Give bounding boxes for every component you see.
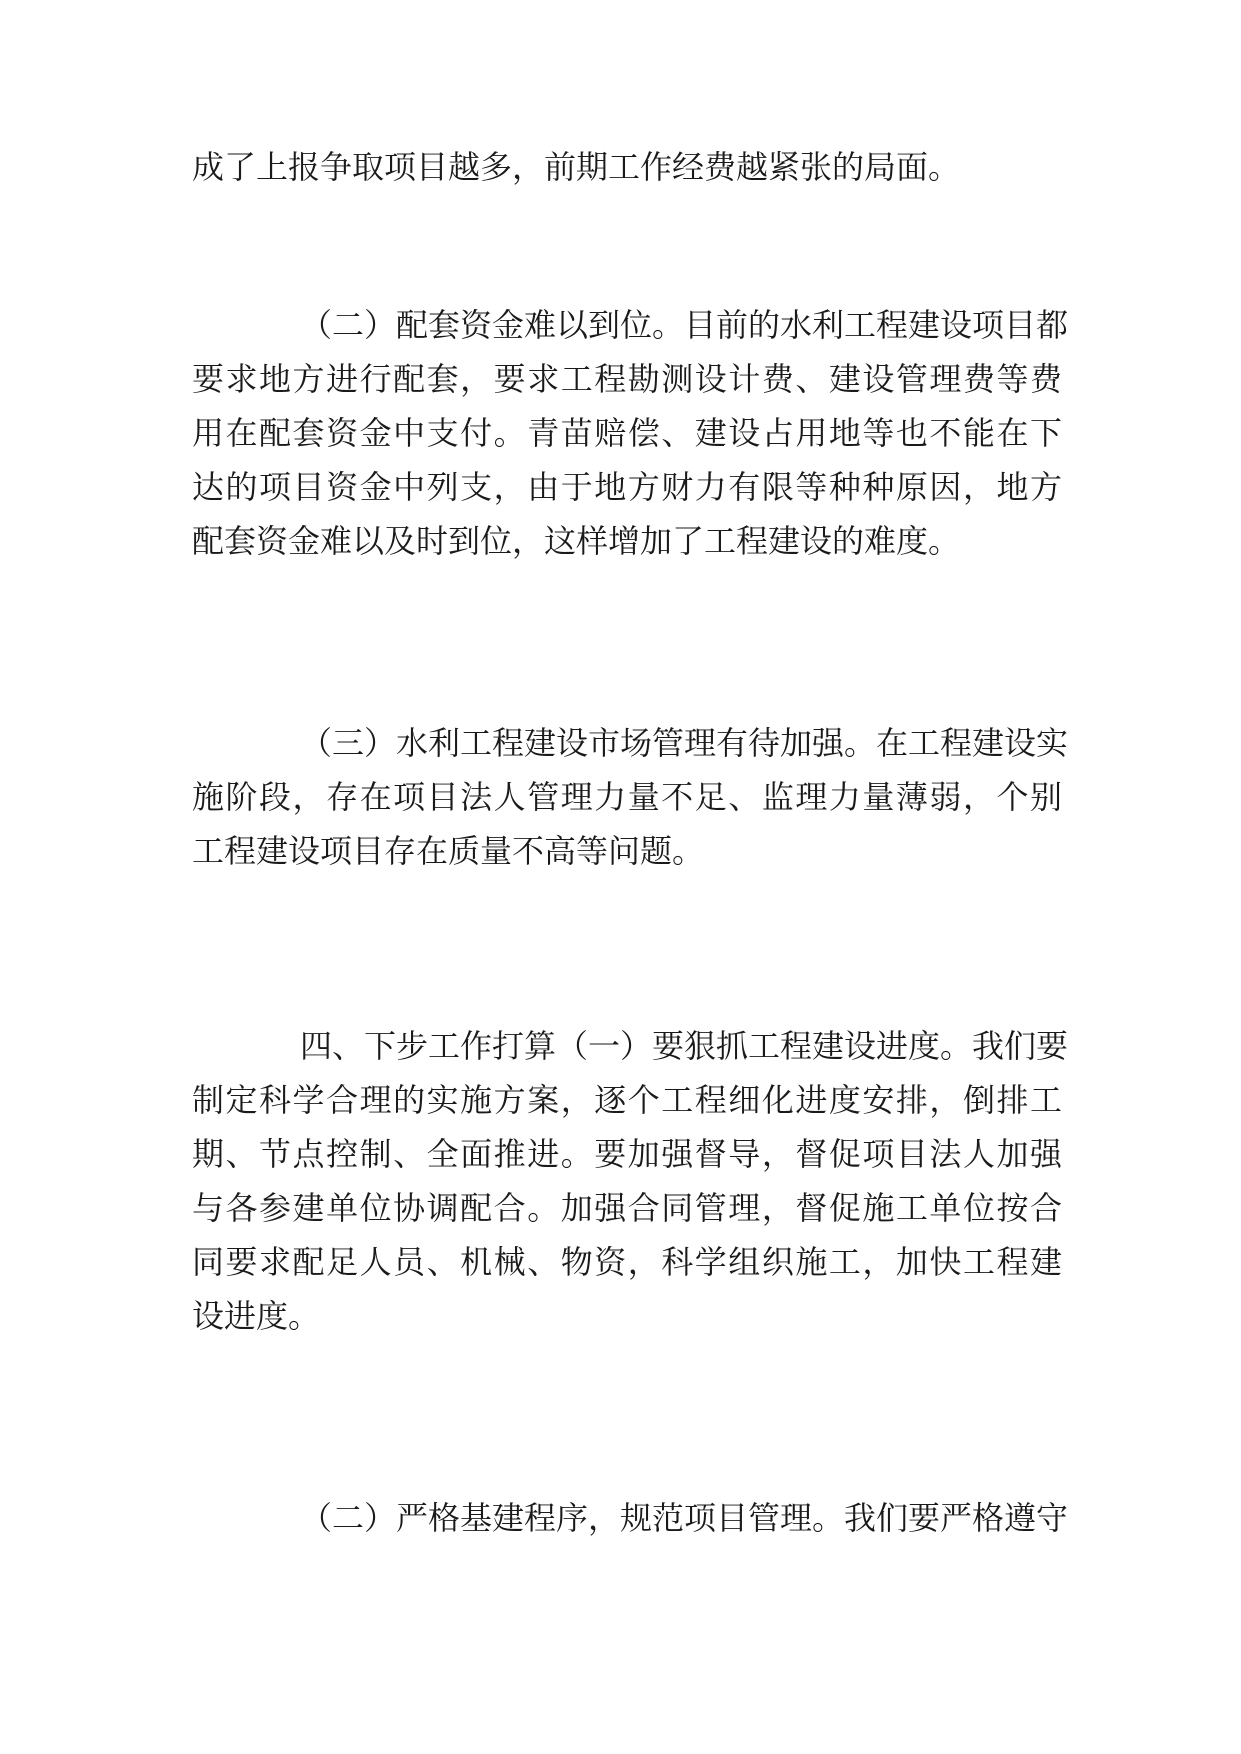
text-line: 制定科学合理的实施方案，逐个工程细化进度安排，倒排工 [192,1081,1062,1119]
text-line: （三）水利工程建设市场管理有待加强。在工程建设实 [300,724,1069,762]
text-line: 配套资金难以及时到位，这样增加了工程建设的难度。 [192,522,961,560]
text-line: 成了上报争取项目越多，前期工作经费越紧张的局面。 [192,148,961,186]
text-line: 工程建设项目存在质量不高等问题。 [192,832,705,870]
text-line: 与各参建单位协调配合。加强合同管理，督促施工单位按合 [192,1189,1062,1227]
text-line: 期、节点控制、全面推进。要加强督导，督促项目法人加强 [192,1135,1062,1173]
text-line: （二）配套资金难以到位。目前的水利工程建设项目都 [300,306,1069,344]
text-line: 设进度。 [192,1297,321,1335]
text-line: 要求地方进行配套，要求工程勘测设计费、建设管理费等费 [192,360,1062,398]
text-line: 四、下步工作打算（一）要狠抓工程建设进度。我们要 [300,1027,1069,1065]
text-line: 用在配套资金中支付。青苗赔偿、建设占用地等也不能在下 [192,414,1062,452]
text-line: 同要求配足人员、机械、物资，科学组织施工，加快工程建 [192,1243,1062,1281]
text-line: 达的项目资金中列支，由于地方财力有限等种种原因，地方 [192,468,1062,506]
text-line: 施阶段，存在项目法人管理力量不足、监理力量薄弱，个别 [192,778,1062,816]
text-line: （二）严格基建程序，规范项目管理。我们要严格遵守 [300,1499,1069,1537]
